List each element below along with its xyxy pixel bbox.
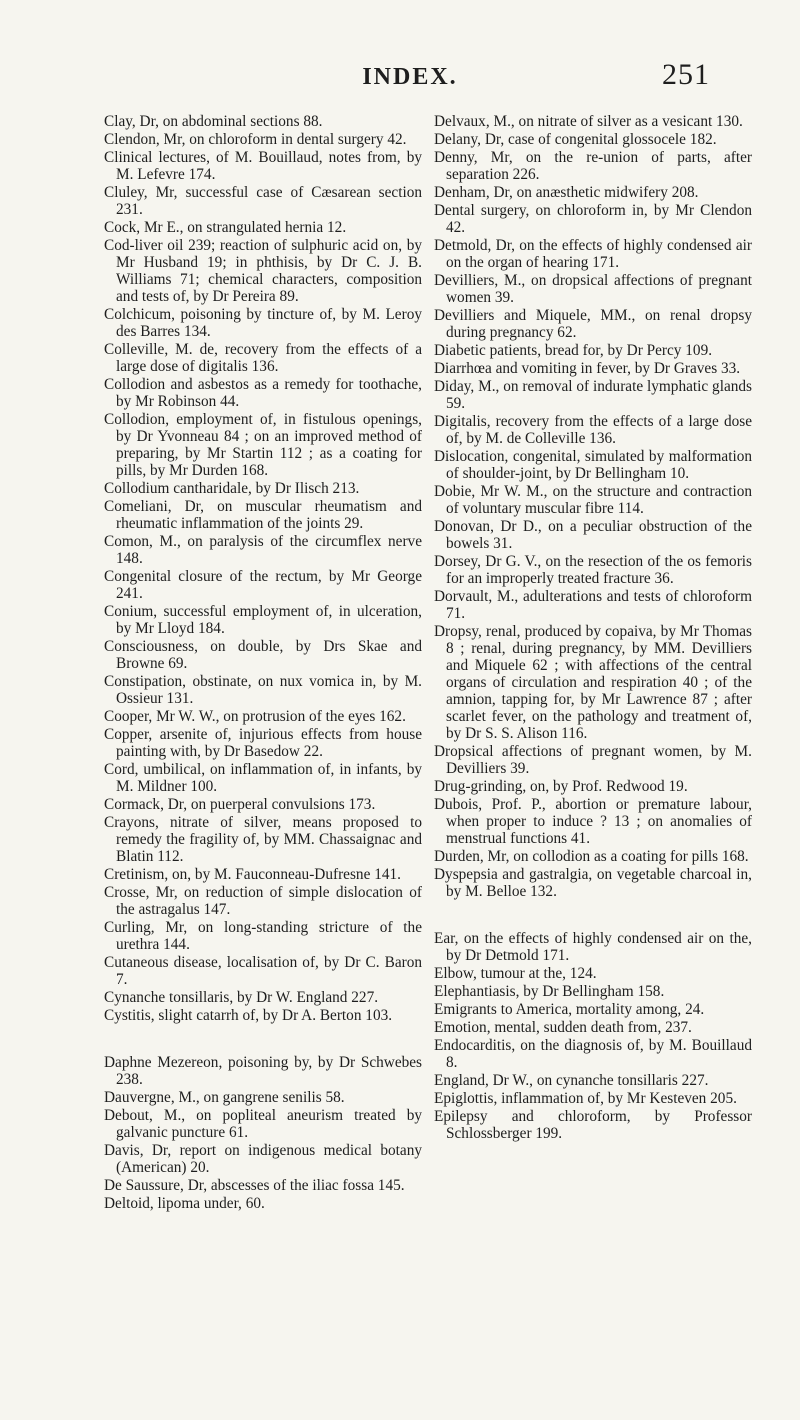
index-entry: Dorsey, Dr G. V., on the resection of the os femoris for an improperly treated fracture 36. <box>434 553 752 587</box>
index-entry: Comon, M., on paralysis of the circumflex nerve 148. <box>104 533 422 567</box>
index-entry: Cock, Mr E., on strangulated hernia 12. <box>104 219 347 236</box>
index-entry: Dyspepsia and gastralgia, on vegetable charcoal in, by M. Belloe 132. <box>434 866 752 900</box>
index-column-left <box>104 113 422 1213</box>
index-entry: Collodion, employment of, in fistulous openings, by Dr Yvonneau 84 ; on an improved method of preparing, by Mr Startin 112 ; as a coating for pills, by Mr Durden 168. <box>104 411 422 479</box>
index-entry: Daphne Mezereon, poisoning by, by Dr Schwebes 238. <box>104 1054 422 1088</box>
index-entry: Dropsy, renal, produced by copaiva, by Mr Thomas 8 ; renal, during pregnancy, by MM. Devilliers and Miquele 62 ; with affections of the central organs of circulation and respiration 40 ; of the amnion, tapping for, by Mr Lawrence 87 ; after scarlet fever, on the pathology and treatment of, by Dr S. S. Alison 116. <box>434 623 752 742</box>
index-entry: Detmold, Dr, on the effects of highly condensed air on the organ of hearing 171. <box>434 237 752 271</box>
index-entry: Cormack, Dr, on puerperal convulsions 173. <box>104 796 376 813</box>
index-entry: Cooper, Mr W. W., on protrusion of the eyes 162. <box>104 708 406 725</box>
index-group-d <box>104 1054 422 1212</box>
index-entry: Durden, Mr, on collodion as a coating for pills 168. <box>434 848 749 865</box>
index-entry: Delany, Dr, case of congenital glossocele 182. <box>434 131 717 148</box>
index-entry: Denham, Dr, on anæsthetic midwifery 208. <box>434 184 699 201</box>
page-number: 251 <box>662 58 710 91</box>
index-entry: Drug-grinding, on, by Prof. Redwood 19. <box>434 778 688 795</box>
index-entry: Epiglottis, inflammation of, by Mr Kesteven 205. <box>434 1090 737 1107</box>
index-entry: Crosse, Mr, on reduction of simple dislocation of the astragalus 147. <box>104 884 422 918</box>
index-entry: Cord, umbilical, on inflammation of, in infants, by M. Mildner 100. <box>104 761 422 795</box>
index-entry: Elbow, tumour at the, 124. <box>434 965 597 982</box>
index-entry: England, Dr W., on cynanche tonsillaris 227. <box>434 1072 709 1089</box>
index-column-right <box>434 113 752 1143</box>
index-entry: Copper, arsenite of, injurious effects from house painting with, by Dr Basedow 22. <box>104 726 422 760</box>
group-gap <box>104 1025 422 1054</box>
index-entry: Clinical lectures, of M. Bouillaud, notes from, by M. Lefevre 174. <box>104 149 422 183</box>
index-entry: Crayons, nitrate of silver, means proposed to remedy the fragility of, by MM. Chassaignac and Blatin 112. <box>104 814 422 865</box>
index-entry: Dropsical affections of pregnant women, by M. Devilliers 39. <box>434 743 752 777</box>
index-entry: Constipation, obstinate, on nux vomica in, by M. Ossieur 131. <box>104 673 422 707</box>
index-entry: Ear, on the effects of highly condensed air on the, by Dr Detmold 171. <box>434 930 752 964</box>
group-gap <box>434 901 752 930</box>
index-entry: Devilliers, M., on dropsical affections of pregnant women 39. <box>434 272 752 306</box>
index-entry: Dauvergne, M., on gangrene senilis 58. <box>104 1089 345 1106</box>
index-entry: Colleville, M. de, recovery from the effects of a large dose of digitalis 136. <box>104 341 422 375</box>
index-entry: Comeliani, Dr, on muscular rheumatism and rheumatic inflammation of the joints 29. <box>104 498 422 532</box>
index-entry: Diday, M., on removal of indurate lymphatic glands 59. <box>434 378 752 412</box>
index-entry: De Saussure, Dr, abscesses of the iliac fossa 145. <box>104 1177 405 1194</box>
index-entry: Cynanche tonsillaris, by Dr W. England 227. <box>104 989 379 1006</box>
index-entry: Dental surgery, on chloroform in, by Mr Clendon 42. <box>434 202 752 236</box>
index-group-d-continued <box>434 113 752 900</box>
index-entry: Dubois, Prof. P., abortion or premature labour, when proper to induce ? 13 ; on anomalies of menstrual functions 41. <box>434 796 752 847</box>
index-group-c <box>104 113 422 1024</box>
index-entry: Donovan, Dr D., on a peculiar obstruction of the bowels 31. <box>434 518 752 552</box>
page-title: INDEX. <box>362 64 458 90</box>
index-entry: Emotion, mental, sudden death from, 237. <box>434 1019 692 1036</box>
index-entry: Consciousness, on double, by Drs Skae and Browne 69. <box>104 638 422 672</box>
index-entry: Curling, Mr, on long-standing stricture of the urethra 144. <box>104 919 422 953</box>
index-entry: Dobie, Mr W. M., on the structure and contraction of voluntary muscular fibre 114. <box>434 483 752 517</box>
index-entry: Dorvault, M., adulterations and tests of chloroform 71. <box>434 588 752 622</box>
index-entry: Conium, successful employment of, in ulceration, by Mr Lloyd 184. <box>104 603 422 637</box>
index-entry: Elephantiasis, by Dr Bellingham 158. <box>434 983 665 1000</box>
index-entry: Deltoid, lipoma under, 60. <box>104 1195 265 1212</box>
index-entry: Clendon, Mr, on chloroform in dental surgery 42. <box>104 131 407 148</box>
index-entry: Cretinism, on, by M. Fauconneau-Dufresne 141. <box>104 866 401 883</box>
index-entry: Cystitis, slight catarrh of, by Dr A. Berton 103. <box>104 1007 393 1024</box>
index-entry: Collodium cantharidale, by Dr Ilisch 213. <box>104 480 360 497</box>
index-entry: Colchicum, poisoning by tincture of, by M. Leroy des Barres 134. <box>104 306 422 340</box>
index-entry: Epilepsy and chloroform, by Professor Schlossberger 199. <box>434 1108 752 1142</box>
index-entry: Denny, Mr, on the re-union of parts, after separation 226. <box>434 149 752 183</box>
index-entry: Delvaux, M., on nitrate of silver as a vesicant 130. <box>434 113 743 130</box>
index-entry: Cod-liver oil 239; reaction of sulphuric acid on, by Mr Husband 19; in phthisis, by Dr C. J. B. Williams 71; chemical characters, composition and tests of, by Dr Pereira 89. <box>104 237 422 305</box>
index-entry: Clay, Dr, on abdominal sections 88. <box>104 113 323 130</box>
index-entry: Dislocation, congenital, simulated by malformation of shoulder-joint, by Dr Bellingham 10. <box>434 448 752 482</box>
index-entry: Debout, M., on popliteal aneurism treated by galvanic puncture 61. <box>104 1107 422 1141</box>
index-group-e <box>434 930 752 1142</box>
page-header <box>110 58 710 98</box>
index-entry: Cluley, Mr, successful case of Cæsarean section 231. <box>104 184 422 218</box>
index-entry: Diabetic patients, bread for, by Dr Percy 109. <box>434 342 713 359</box>
index-entry: Devilliers and Miquele, MM., on renal dropsy during pregnancy 62. <box>434 307 752 341</box>
index-entry: Digitalis, recovery from the effects of a large dose of, by M. de Colleville 136. <box>434 413 752 447</box>
index-entry: Davis, Dr, report on indigenous medical botany (American) 20. <box>104 1142 422 1176</box>
index-entry: Emigrants to America, mortality among, 24. <box>434 1001 705 1018</box>
index-entry: Congenital closure of the rectum, by Mr George 241. <box>104 568 422 602</box>
index-entry: Cutaneous disease, localisation of, by Dr C. Baron 7. <box>104 954 422 988</box>
index-entry: Diarrhœa and vomiting in fever, by Dr Graves 33. <box>434 360 741 377</box>
index-entry: Collodion and asbestos as a remedy for toothache, by Mr Robinson 44. <box>104 376 422 410</box>
index-entry: Endocarditis, on the diagnosis of, by M. Bouillaud 8. <box>434 1037 752 1071</box>
